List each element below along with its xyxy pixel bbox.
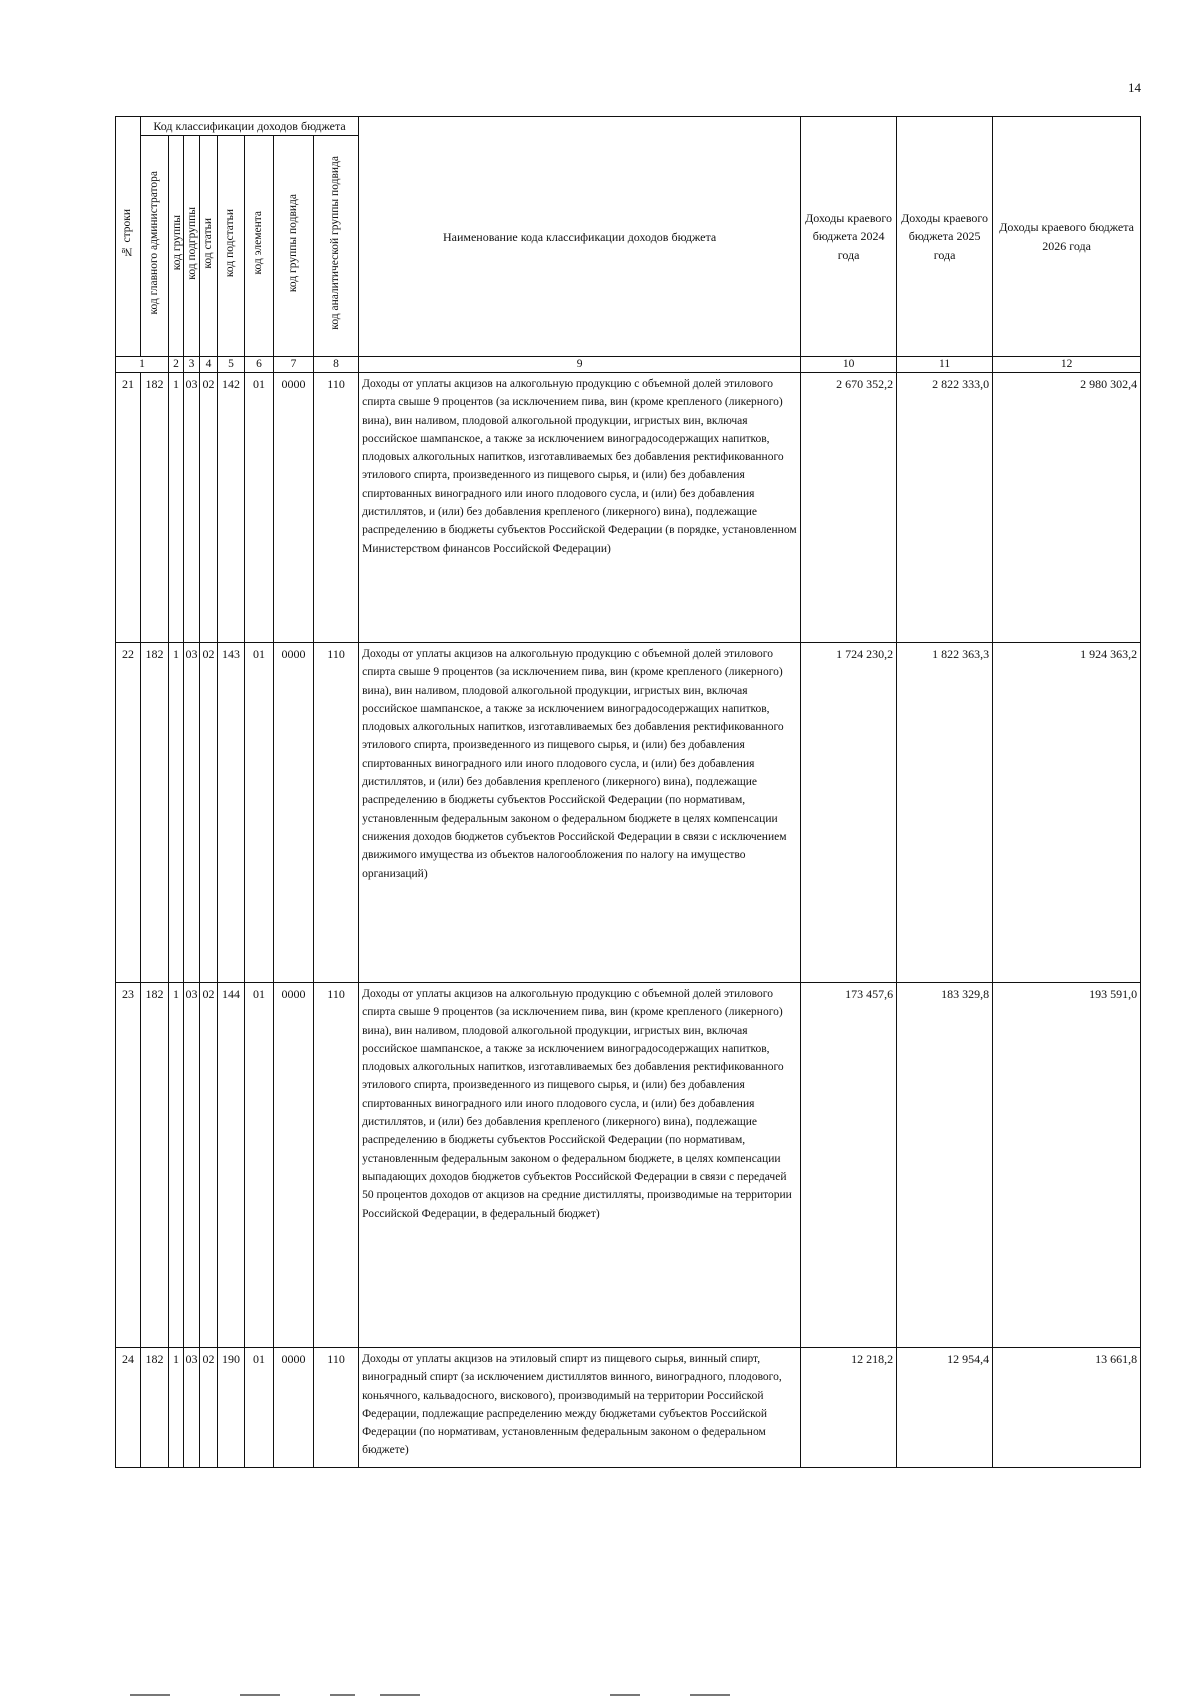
income-2026-cell: 13 661,8	[993, 1348, 1141, 1468]
header-code-group: Код классификации доходов бюджета	[141, 117, 359, 136]
admin-code-cell: 182	[141, 373, 169, 643]
column-number: 6	[245, 357, 274, 373]
page-number: 14	[1128, 80, 1141, 95]
income-2025-cell: 1 822 363,3	[897, 643, 993, 983]
income-2025-cell: 12 954,4	[897, 1348, 993, 1468]
column-number: 8	[314, 357, 359, 373]
element-code-cell: 01	[245, 373, 274, 643]
article-code-cell: 02	[200, 643, 218, 983]
header-income-2025: Доходы краевого бюджета 2025 года	[897, 117, 993, 357]
subtype-group-code-cell: 0000	[274, 373, 314, 643]
income-2024-cell: 2 670 352,2	[801, 373, 897, 643]
income-2024-cell: 12 218,2	[801, 1348, 897, 1468]
subarticle-code-cell: 190	[218, 1348, 245, 1468]
column-number: 1	[116, 357, 169, 373]
column-number: 7	[274, 357, 314, 373]
article-code-cell: 02	[200, 373, 218, 643]
table-row	[116, 983, 1141, 1348]
header-analytic-group-code: код аналитической группы подвида	[314, 136, 359, 357]
income-2025-cell: 2 822 333,0	[897, 373, 993, 643]
header-income-2026: Доходы краевого бюджета 2026 года	[993, 117, 1141, 357]
column-number-row	[116, 357, 1141, 373]
row-number-cell: 24	[116, 1348, 141, 1468]
group-code-cell: 1	[169, 373, 184, 643]
header-income-2024: Доходы краевого бюджета 2024 года	[801, 117, 897, 357]
header-subarticle-code: код подстатьи	[218, 136, 245, 357]
subtype-group-code-cell: 0000	[274, 1348, 314, 1468]
column-number: 10	[801, 357, 897, 373]
column-number: 2	[169, 357, 184, 373]
table-row	[116, 1348, 1141, 1468]
group-code-cell: 1	[169, 983, 184, 1348]
income-2026-cell: 193 591,0	[993, 983, 1141, 1348]
element-code-cell: 01	[245, 1348, 274, 1468]
header-element-code: код элемента	[245, 136, 274, 357]
income-2025-cell: 183 329,8	[897, 983, 993, 1348]
header-subtype-group-code: код группы подвида	[274, 136, 314, 357]
income-2026-cell: 1 924 363,2	[993, 643, 1141, 983]
header-row-no: № строки	[116, 117, 141, 357]
subgroup-code-cell: 03	[184, 983, 200, 1348]
subgroup-code-cell: 03	[184, 373, 200, 643]
column-number: 11	[897, 357, 993, 373]
subtype-group-code-cell: 0000	[274, 643, 314, 983]
subgroup-code-cell: 03	[184, 1348, 200, 1468]
subarticle-code-cell: 142	[218, 373, 245, 643]
article-code-cell: 02	[200, 1348, 218, 1468]
income-name-cell: Доходы от уплаты акцизов на этиловый спирт из пищевого сырья, винный спирт, виноградный спирт (за исключением дистиллятов винного, виноградного, плодового, коньячного, кальвадосного, вискового), производимый на территории Российской Федерации, подлежащие распределению между бюджетами субъектов Российской Федерации (по нормативам, установленным федеральным законом о федеральном бюджете)	[359, 1348, 801, 1468]
group-code-cell: 1	[169, 643, 184, 983]
admin-code-cell: 182	[141, 1348, 169, 1468]
header-row-1	[116, 117, 1141, 136]
analytic-group-code-cell: 110	[314, 983, 359, 1348]
table-row	[116, 373, 1141, 643]
article-code-cell: 02	[200, 983, 218, 1348]
column-number: 12	[993, 357, 1141, 373]
analytic-group-code-cell: 110	[314, 643, 359, 983]
header-admin-code: код главного администратора	[141, 136, 169, 357]
subarticle-code-cell: 143	[218, 643, 245, 983]
header-group-code: код группы	[169, 136, 184, 357]
element-code-cell: 01	[245, 983, 274, 1348]
column-number: 5	[218, 357, 245, 373]
column-number: 4	[200, 357, 218, 373]
admin-code-cell: 182	[141, 643, 169, 983]
header-article-code: код статьи	[200, 136, 218, 357]
table-row	[116, 643, 1141, 983]
subarticle-code-cell: 144	[218, 983, 245, 1348]
analytic-group-code-cell: 110	[314, 1348, 359, 1468]
admin-code-cell: 182	[141, 983, 169, 1348]
group-code-cell: 1	[169, 1348, 184, 1468]
income-name-cell: Доходы от уплаты акцизов на алкогольную продукцию с объемной долей этилового спирта свыше 9 процентов (за исключением пива, вин (кроме крепленого (ликерного) вина), вин наливом, плодовой алкогольной продукции, игристых вин, включая российское шампанское, а также за исключением виноградосодержащих напитков, плодовых алкогольных напитков, изготавливаемых без добавления ректификованного этилового спирта, произведенного из пищевого сырья, и (или) без добавления спиртованных виноградного или иного плодового сусла, и (или) без добавления дистиллятов, и (или) без добавления крепленого (ликерного) вина), подлежащие распределению в бюджеты субъектов Российской Федерации (по нормативам, установленным федеральным законом о федеральном бюджете, в целях компенсации выпадающих доходов бюджетов субъектов Российской Федерации в связи с передачей 50 процентов доходов от акцизов на средние дистилляты, производимые на территории Российской Федерации, в федеральный бюджет)	[359, 983, 801, 1348]
income-name-cell: Доходы от уплаты акцизов на алкогольную продукцию с объемной долей этилового спирта свыше 9 процентов (за исключением пива, вин (кроме крепленого (ликерного) вина), вин наливом, плодовой алкогольной продукции, игристых вин, включая российское шампанское, а также за исключением виноградосодержащих напитков, плодовых алкогольных напитков, изготавливаемых без добавления ректификованного этилового спирта, произведенного из пищевого сырья, и (или) без добавления спиртованных виноградного или иного плодового сусла, и (или) без добавления дистиллятов, и (или) без добавления крепленого (ликерного) вина), подлежащие распределению в бюджеты субъектов Российской Федерации (по нормативам, установленным федеральным законом о федеральном бюджете в целях компенсации снижения доходов бюджетов субъектов Российской Федерации в связи с исключением движимого имущества из объектов налогообложения по налогу на имущество организаций)	[359, 643, 801, 983]
row-number-cell: 23	[116, 983, 141, 1348]
subtype-group-code-cell: 0000	[274, 983, 314, 1348]
income-2024-cell: 173 457,6	[801, 983, 897, 1348]
income-2024-cell: 1 724 230,2	[801, 643, 897, 983]
header-name: Наименование кода классификации доходов бюджета	[359, 117, 801, 357]
income-2026-cell: 2 980 302,4	[993, 373, 1141, 643]
income-name-cell: Доходы от уплаты акцизов на алкогольную продукцию с объемной долей этилового спирта свыше 9 процентов (за исключением пива, вин (кроме крепленого (ликерного) вина), вин наливом, плодовой алкогольной продукции, игристых вин, включая российское шампанское, а также за исключением виноградосодержащих напитков, плодовых алкогольных напитков, изготавливаемых без добавления ректификованного этилового спирта, произведенного из пищевого сырья, и (или) без добавления спиртованных виноградного или иного плодового сусла, и (или) без добавления дистиллятов, и (или) без добавления крепленого (ликерного) вина), подлежащие распределению в бюджеты субъектов Российской Федерации (в порядке, установленном Министерством финансов Российской Федерации)	[359, 373, 801, 643]
budget-table	[115, 116, 1141, 1468]
subgroup-code-cell: 03	[184, 643, 200, 983]
scan-artifact-marks	[130, 1694, 830, 1698]
element-code-cell: 01	[245, 643, 274, 983]
row-number-cell: 22	[116, 643, 141, 983]
analytic-group-code-cell: 110	[314, 373, 359, 643]
column-number: 3	[184, 357, 200, 373]
column-number: 9	[359, 357, 801, 373]
header-subgroup-code: код подгруппы	[184, 136, 200, 357]
row-number-cell: 21	[116, 373, 141, 643]
